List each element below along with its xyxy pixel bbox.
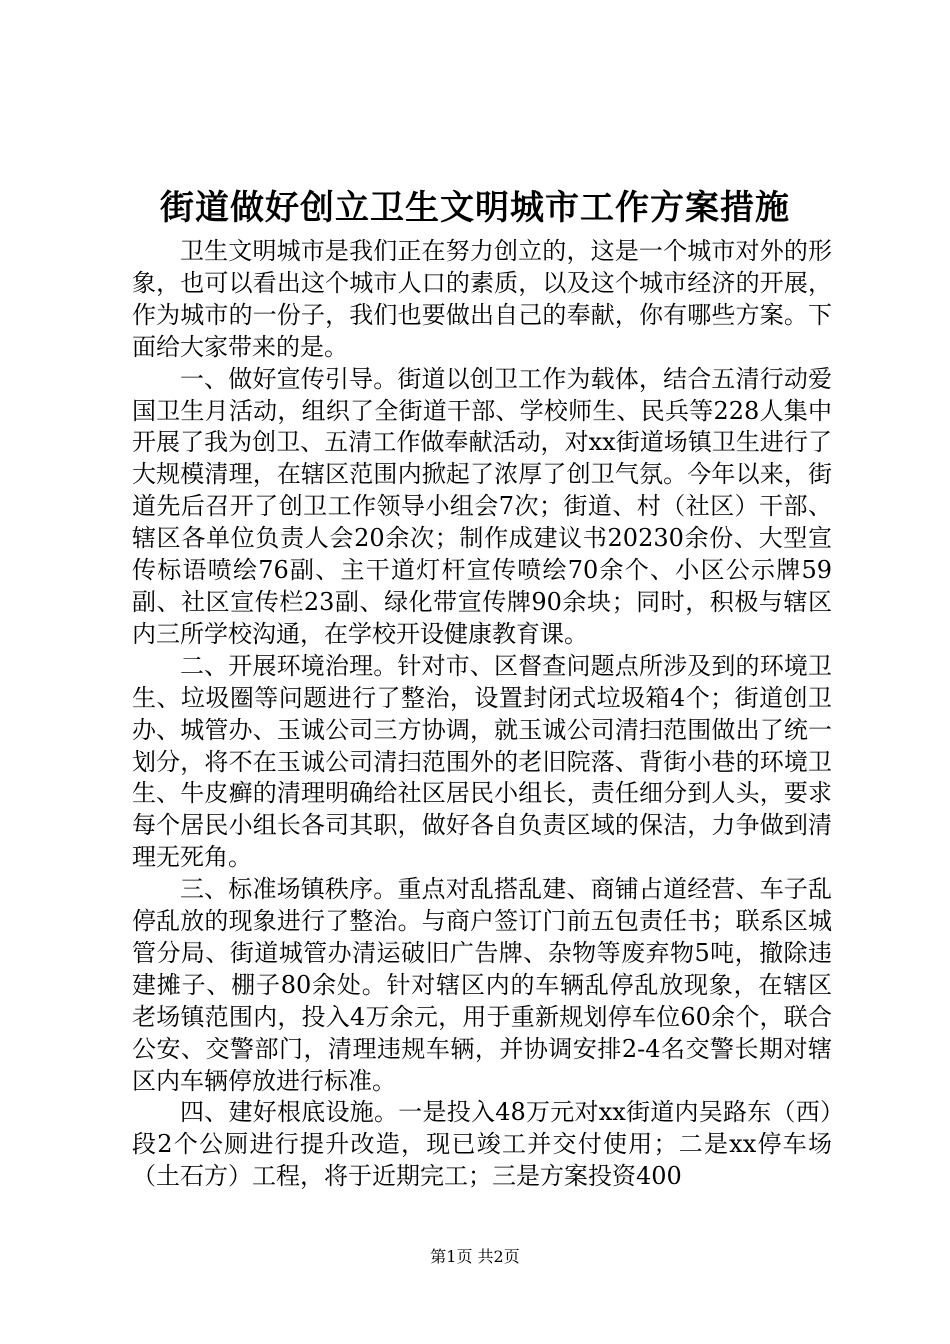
document-title: 街道做好创立卫生文明城市工作方案措施	[160, 188, 790, 228]
page-number: 第1页 共2页	[430, 1247, 520, 1266]
document-body	[132, 236, 832, 1193]
paragraph-order: 三、标准场镇秩序。重点对乱搭乱建、商铺占道经营、车子乱停乱放的现象进行了整治。与商户签订门前五包责任书；联系区城管分局、街道城管办清运破旧广告牌、杂物等废弃物5吨，撤除违建摊子、棚子80余处。针对辖区内的车辆乱停乱放现象，在辖区老场镇范围内，投入4万余元，用于重新规划停车位60余个，联合公安、交警部门，清理违规车辆，并协调安排2-4名交警长期对辖区内车辆停放进行标准。	[132, 875, 832, 1095]
paragraph-environment: 二、开展环境治理。针对市、区督查问题点所涉及到的环境卫生、垃圾圈等问题进行了整治，设置封闭式垃圾箱4个；街道创卫办、城管办、玉诚公司三方协调，就玉诚公司清扫范围做出了统一划分，将不在玉诚公司清扫范围外的老旧院落、背街小巷的环境卫生、牛皮癣的清理明确给社区居民小组长，责任细分到人头，要求每个居民小组长各司其职，做好各自负责区域的保洁，力争做到清理无死角。	[132, 651, 832, 872]
paragraph-intro: 卫生文明城市是我们正在努力创立的，这是一个城市对外的形象，也可以看出这个城市人口的素质，以及这个城市经济的开展，作为城市的一份子，我们也要做出自己的奉献，你有哪些方案。下面给大家带来的是。	[132, 237, 832, 361]
paragraph-publicity: 一、做好宣传引导。街道以创卫工作为载体，结合五清行动爱国卫生月活动，组织了全街道干部、学校师生、民兵等228人集中开展了我为创卫、五清工作做奉献活动，对xx街道场镇卫生进行了大规模清理，在辖区范围内掀起了浓厚了创卫气氛。今年以来，街道先后召开了创卫工作领导小组会7次；街道、村（社区）干部、辖区各单位负责人会20余次；制作成建议书20230余份、大型宣传标语喷绘76副、主干道灯杆宣传喷绘70余个、小区公示牌59副、社区宣传栏23副、绿化带宣传牌90余块；同时，积极与辖区内三所学校沟通，在学校开设健康教育课。	[132, 364, 832, 648]
paragraph-infrastructure: 四、建好根底设施。一是投入48万元对xx街道内吴路东（西）段2个公厕进行提升改造，现已竣工并交付使用；二是xx停车场（土石方）工程，将于近期完工；三是方案投资400	[132, 1098, 832, 1191]
